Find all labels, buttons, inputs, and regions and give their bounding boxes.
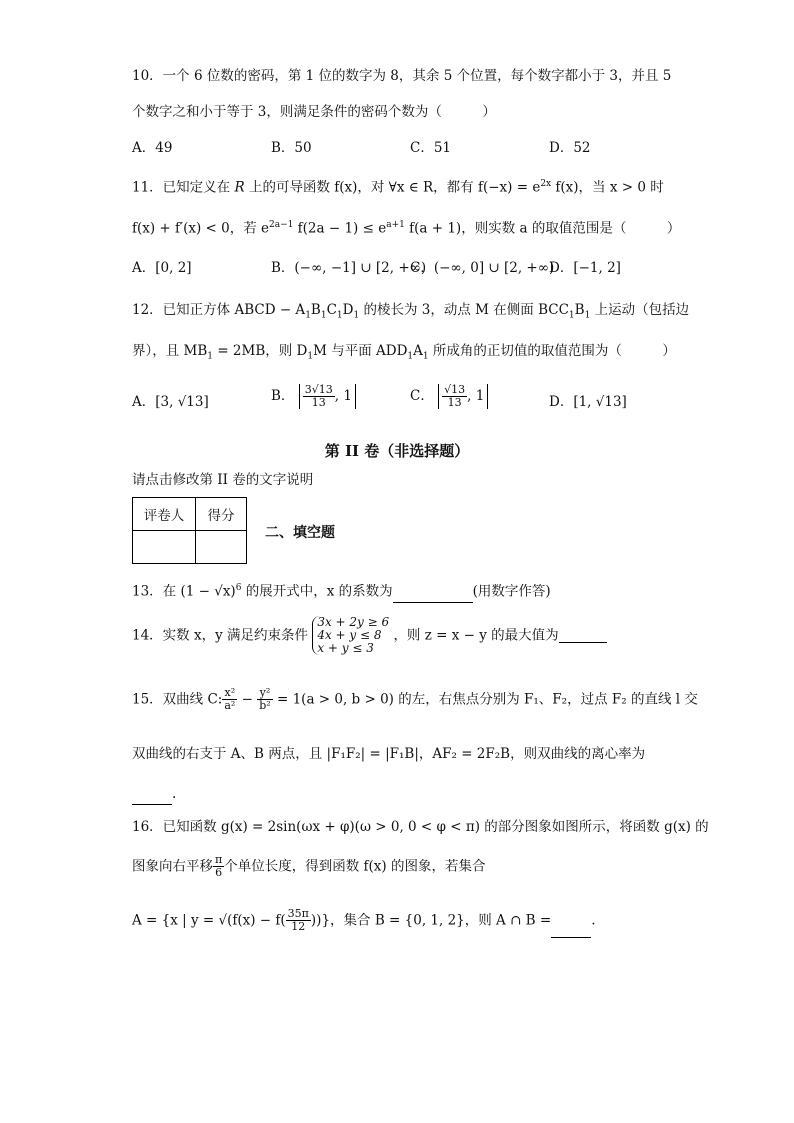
q13-exponent: 6: [235, 583, 242, 593]
q12-option-label: C．: [410, 388, 434, 404]
table-row: [133, 531, 247, 564]
q12-option-tail: , 1: [467, 388, 485, 404]
q12-option-label: A．: [132, 394, 156, 410]
q12-text: M 与平面 ADD: [313, 343, 408, 359]
fraction-denominator: a²: [224, 699, 236, 712]
q11-exponent: 2x: [540, 179, 552, 189]
fraction-denominator: 12: [291, 920, 306, 933]
constraint-2: 4x + y ≤ 8: [317, 628, 382, 642]
q12-text: B: [310, 302, 321, 318]
q10-line2: 个数字之和小于等于 3，则满足条件的密码个数为（ ）: [132, 104, 496, 120]
q12-text: 的棱长为 3，动点 M 在侧面 BCC: [359, 302, 569, 318]
q13-text: (用数字作答): [472, 583, 551, 600]
q12-option-b: [271, 384, 356, 409]
q11-text: f(2a − 1) ≤ e: [293, 220, 387, 237]
q15-line2: 双曲线的右支于 A、B 两点，且 |F₁F₂| = |F₁B|，AF₂ = 2F₂B，则双曲线的离心率为: [132, 746, 646, 762]
q11-option-c: C．(−∞, 0] ∪ [2, +∞): [410, 260, 555, 276]
q10-option-c: C．51: [410, 140, 452, 156]
q11-line1: [132, 174, 664, 198]
q10-option-a: A．49: [132, 140, 173, 156]
q11-option-b: B．(−∞, −1] ∪ [2, +∞): [271, 260, 427, 276]
score-table: [132, 497, 247, 564]
fraction-denominator: 13: [311, 396, 326, 409]
answer-blank[interactable]: [393, 582, 473, 603]
q16-end: .: [591, 912, 596, 929]
q10-option-d: D．52: [549, 140, 591, 156]
q12-text: B: [574, 302, 585, 318]
q14-text: 14．实数 x，y 满足约束条件: [132, 627, 309, 644]
fraction: [213, 854, 224, 879]
table-cell-score[interactable]: [196, 531, 247, 564]
q11-text: 上的可导函数 f(x)，对 ∀x ∈ R，都有 f(−x) = e: [244, 179, 541, 196]
table-header-score: 得分: [196, 498, 247, 531]
q11-option-d: D．[−1, 2]: [549, 260, 621, 276]
q12-option-tail: , 1: [334, 388, 352, 404]
q16-text: 个单位长度，得到函数 f(x) 的图象，若集合: [224, 858, 486, 875]
q11-text: f(a + 1)，则实数 a 的取值范围是（ ）: [404, 220, 681, 237]
q14-line: [132, 616, 607, 655]
q12-option-c: [410, 384, 488, 409]
q11-exponent: a+1: [386, 220, 405, 230]
fraction: [286, 908, 311, 933]
q11-text: f(x) + f′(x) < 0，若 e: [132, 220, 270, 237]
q12-line1: 12．已知正方体 ABCD − $A_1B_1C_1D_1$ 的棱长为 3，动点 M 在侧面 $BCC_1B_1$ 上运动（包括边: [132, 302, 690, 321]
q12-line2: 界），且 $MB_1 = 2MB$，则 $D_1M$ 与平面 $ADD_1A_1$ 所成角的正切值的取值范围为（ ）: [132, 343, 676, 362]
fraction-numerator: y²: [257, 687, 272, 700]
q11-var-r: R: [234, 179, 245, 196]
table-cell-grader[interactable]: [133, 531, 196, 564]
table-header-grader: 评卷人: [133, 498, 196, 531]
q16-text: A = {x | y = √(f(x) − f(: [132, 912, 286, 929]
fraction: [222, 687, 237, 712]
constraint-1: 3x + 2y ≥ 6: [317, 615, 390, 629]
q12-option-d: [549, 392, 627, 412]
fraction-numerator: π: [215, 853, 223, 866]
q12-option-content: [3, √13]: [155, 394, 209, 410]
q12-text: 所成角的正切值的取值范围为（ ）: [428, 343, 676, 359]
q11-text: 11．已知定义在: [132, 179, 235, 196]
part-title: 二、填空题: [265, 525, 335, 541]
q12-text: 12．已知正方体 ABCD − A: [132, 302, 306, 318]
q14-text: ，则 z = x − y 的最大值为: [393, 627, 559, 644]
section-title: 第 II 卷（非选择题）: [324, 442, 470, 460]
answer-blank[interactable]: [559, 628, 607, 643]
q13-text: 13．在 (1 − √x): [132, 583, 236, 600]
fraction-denominator: 13: [447, 396, 462, 409]
section-note[interactable]: 请点击修改第 II 卷的文字说明: [132, 472, 314, 488]
fraction-numerator: 3√13: [304, 383, 333, 396]
q16-text: 图象向右平移: [132, 858, 213, 875]
q12-option-label: B．: [271, 388, 295, 404]
q16-text: ))}，集合 B = {0, 1, 2}，则 A ∩ B =: [310, 912, 552, 929]
q12-text: 界），且 MB: [132, 343, 208, 359]
q12-text: D: [342, 302, 354, 318]
fraction-numerator: √13: [444, 383, 466, 396]
q12-text: 上运动（包括边: [590, 302, 690, 318]
fraction-denominator: b²: [259, 699, 271, 712]
q13-text: 的展开式中，x 的系数为: [241, 583, 393, 600]
q15-text: = 1(a > 0, b > 0) 的左，右焦点分别为 F₁、F₂，过点 F₂ 的直线 l 交: [272, 691, 698, 708]
q11-text: f(x)，当 x > 0 时: [551, 179, 664, 196]
q15-line1: 15．双曲线 C: $\frac{\text{x²}}{\text{a²}}$ − $\frac{\text{y²}}{\text{b²}}$ = 1(a > 0, b > 0) 的左，右焦点分别为 F₁、F₂，过点 F₂ 的直线 l 交: [132, 686, 698, 712]
q16-line3: [132, 903, 596, 938]
q15-end: .: [172, 786, 177, 802]
q15-line3: [132, 784, 176, 805]
q13-line: [132, 578, 551, 603]
q11-line2: [132, 215, 680, 239]
q16-line2: [132, 853, 485, 880]
constraint-3: x + y ≤ 3: [317, 641, 374, 655]
q15-text: 15．双曲线 C:: [132, 691, 223, 708]
q16-line1: 16．已知函数 g(x) = 2sin(ωx + φ)(ω > 0, 0 < φ < π) 的部分图象如图所示，将函数 g(x) 的: [132, 819, 709, 835]
q12-text: C: [326, 302, 337, 318]
q10-line1: 10．一个 6 位数的密码，第 1 位的数字为 8，其余 5 个位置，每个数字都小于 3，并且 5: [132, 68, 672, 84]
constraint-system: [312, 616, 389, 655]
q11-option-a: A．[0, 2]: [132, 260, 192, 276]
q12-option-a: [132, 392, 209, 412]
q10-option-b: B．50: [271, 140, 312, 156]
fraction-denominator: 6: [215, 866, 223, 879]
q12-option-label: D．: [549, 394, 574, 410]
q12-text: = 2MB，则 D: [213, 343, 308, 359]
fraction-numerator: x²: [222, 687, 237, 700]
answer-blank[interactable]: [132, 784, 172, 805]
q12-option-content: [1, √13]: [573, 394, 627, 410]
q12-text: A: [413, 343, 423, 359]
fraction: [257, 687, 272, 712]
fraction-numerator: 35π: [287, 907, 309, 920]
answer-blank[interactable]: [551, 903, 591, 938]
q11-exponent: 2a−1: [269, 220, 294, 230]
table-row: [133, 498, 247, 531]
